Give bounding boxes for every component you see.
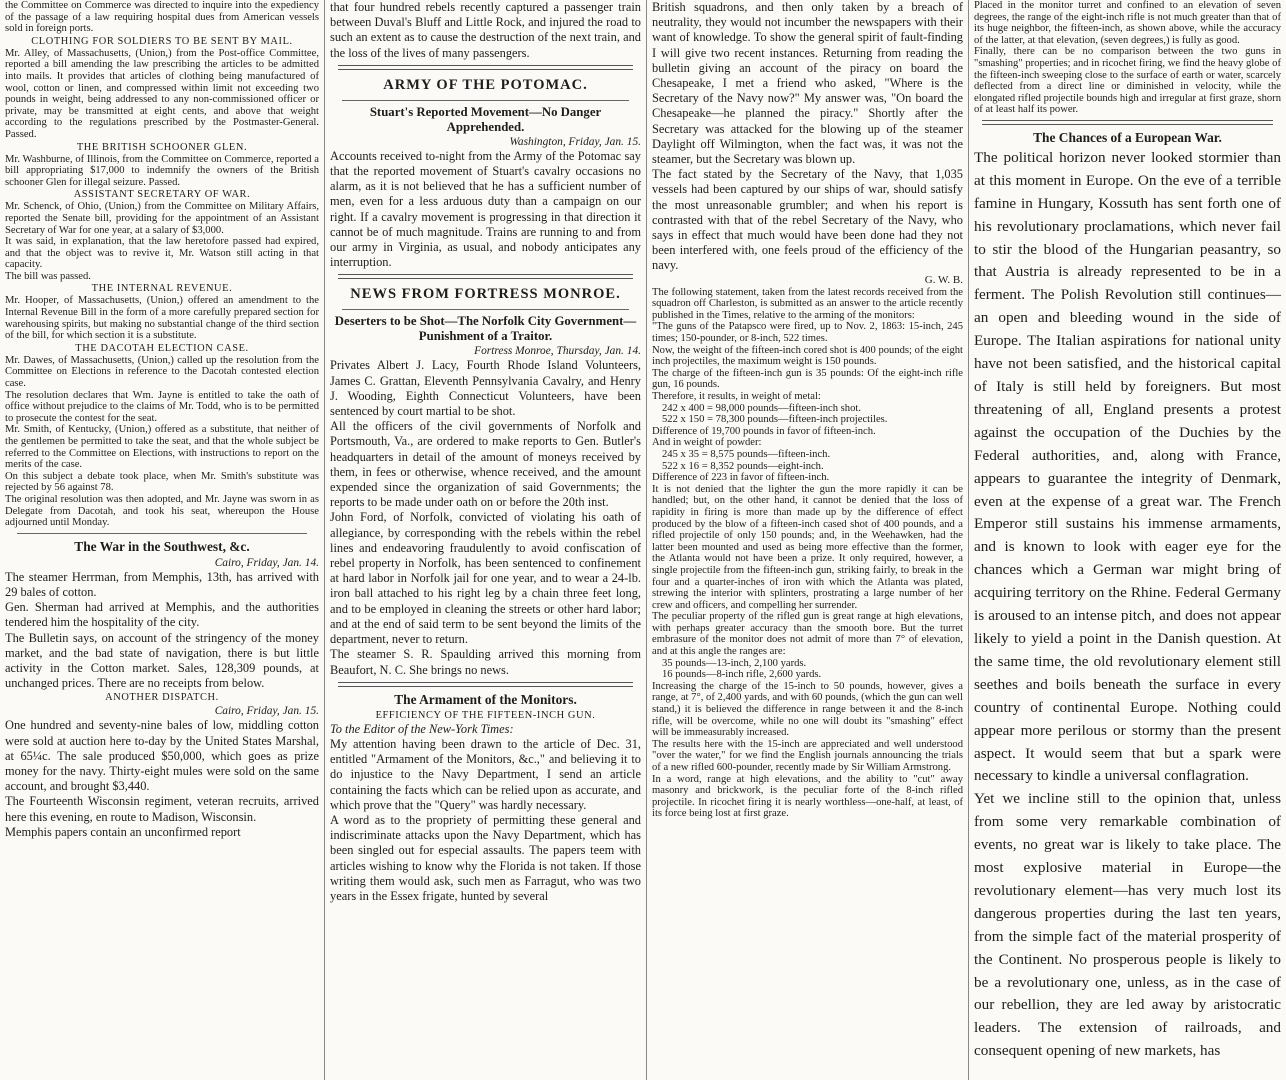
article-subheadline: Deserters to be Shot—The Norfolk City Government—Punishment of a Traitor. (334, 314, 637, 344)
article-subheadline: Stuart's Reported Movement—No Danger Apprehended. (369, 104, 602, 134)
column-4 (969, 0, 1286, 1080)
divider (338, 65, 633, 70)
article-paragraph: On this subject a debate took place, when Mr. Smith's substitute was rejected by 56 against 78. (5, 470, 319, 494)
letter-salutation: To the Editor of the New-York Times: (330, 721, 514, 736)
article-paragraph: The Fourteenth Wisconsin regiment, veteran recruits, arrived here this evening, en route to Madison, Wisconsin. (5, 794, 319, 824)
article-paragraph: Mr. Hooper, of Massachusetts, (Union,) offered an amendment to the Internal Revenue Bill in the form of a more carefully prepared section for warehousing spirits, but making no substantial change of the third section of the bill, for which section it is a substitute. (5, 295, 319, 342)
range-line: 16 pounds—8-inch rifle, 2,600 yards. (662, 669, 822, 681)
calculation-line: 242 x 400 = 98,000 pounds—fifteen-inch shot. (662, 402, 861, 414)
article-paragraph: The steamer S. R. Spaulding arrived this morning from Beaufort, N. C. She brings no news. (330, 647, 641, 677)
article-paragraph: Therefore, it results, in weight of metal: (652, 391, 821, 402)
calculation-line: 522 x 150 = 78,300 pounds—fifteen-inch projectiles. (662, 414, 888, 426)
article-paragraph: Mr. Dawes, of Massachusetts, (Union,) called up the resolution from the Committee on Elections in reference to the Dacotah contested election case. (5, 354, 319, 390)
article-paragraph: And in weight of powder: (652, 437, 762, 449)
column-2 (325, 0, 646, 1080)
calculation-line: 522 x 16 = 8,352 pounds—eight-inch. (662, 460, 824, 472)
article-paragraph: Increasing the charge of the 15-inch to 50 pounds, however, gives a range, at 7°, of 2,400 yards, and with 60 pounds, (which the gun can well stand,) it is believed the difference in range between it and the 8-inch rifle, will be overcome, while no one will doubt its "smashing" effect will be immeasurably increased. (652, 680, 963, 739)
article-paragraph: Privates Albert J. Lacy, Fourth Rhode Island Volunteers, James C. Grattan, Eleventh Pennsylvania Cavalry, and Henry J. Wooding, Eighth Connecticut Volunteers, have been sentenced by court martial to be shot. (330, 358, 641, 419)
article-paragraph: Mr. Schenck, of Ohio, (Union,) from the Committee on Military Affairs, reported the Senate bill, providing for the appointment of an Assistant Secretary of War for one year, at a salary of $3,000. (5, 201, 319, 236)
article-paragraph: Now, the weight of the fifteen-inch cored shot is 400 pounds; of the eight inch projectiles, the maximum weight is 150 pounds. (652, 344, 963, 368)
article-paragraph: Finally, there can be no comparison between the two guns in "smashing" properties; and in ricochet firing, we find the heavy globe of the fifteen-inch sweeping close to the surface of earth or water, scarcely deflected from a direct line or diminished in velocity, while the elongated rifled projectile bounds high and irregular at first graze, shorn of at least half its power. (974, 46, 1281, 116)
article-paragraph: The peculiar property of the rifled gun is great range at high elevations, with perhaps greater accuracy than the smooth bore. But the turret embrasure of the monitor does not admit of more than 7° of elevation, and at this angle the ranges are: (652, 611, 963, 658)
article-paragraph: My attention having been drawn to the article of Dec. 31, entitled "Armament of the Monitors, &c.," and believing it to do injustice to the Navy Department, I send an article containing the facts which can be relied upon as accurate, and which prove that the "Query" was hardly necessary. (330, 736, 641, 812)
author-signature: G. W. B. (924, 273, 963, 286)
article-paragraph: The fact stated by the Secretary of the Navy, that 1,035 vessels had been captured by our ships of war, should satisfy the most unreasonable grumbler; and when his report is contrasted with that of the rebel Secretary of the Navy, who says in effect that much would have been done had they not been interfered with, one feels proud of the efficiency of the navy. (652, 167, 963, 273)
divider (342, 100, 629, 101)
article-paragraph: The resolution declares that Wm. Jayne is entitled to take the oath of office without prejudice to the claims of Mr. Todd, who is to be permitted to prosecute the contest for the seat. (5, 389, 319, 424)
divider (982, 120, 1273, 125)
article-paragraph: Difference of 19,700 pounds in favor of fifteen-inch. (652, 425, 876, 437)
article-paragraph: The Bulletin says, on account of the stringency of the money market, and the bad state of navigation, there is but little activity in the Cotton market. Sales, 128,309 pounds, at unchanged prices. There are no receipts from below. (5, 630, 319, 691)
section-subheading: CLOTHING FOR SOLDIERS TO BE SENT BY MAIL. (31, 35, 293, 47)
article-paragraph: Accounts received to-night from the Army of the Potomac say that the reported movement of Stuart's cavalry occasions no alarm, as it is not believed that he has a sufficient number of men, even for a less arduous duty than a campaign on our right. If a cavalry movement is progressing in that direction it cannot be of much magnitude. Trains are running to and from our army in Virginia, as usual, and nobody anticipates any interruption. (330, 148, 641, 270)
article-paragraph: John Ford, of Norfolk, convicted of violating his oath of allegiance, by corresponding with the rebels within the rebel lines and endeavoring fraudulently to avoid confiscation of rebel property in Norfolk, has been sentenced to confinement at hard labor in Norfolk jail for one year, and to wear a 24-lb. iron ball attached to his right leg by a chain three feet long, and to be employed in cleaning the streets or other hard labor; and at the end of said term to be sent beyond the limits of the department, never to return. (330, 510, 641, 647)
article-paragraph: British squadrons, and then only taken by a breach of neutrality, they would not incumber the newspapers with their want of knowledge. To show the general spirit of fault-finding I will give two recent instances. Returning from reading the bulletin giving an account of the piracy on board the Chesapeake, I met a friend who asked, "Where is the Secretary of the Navy now?" My answer was, "On board the Chesapeake—he planned the piracy." Shortly after the Secretary was attacked for the blowing up of the steamer Daylight off Wilmington, when the fact was, it was not the steamer, but the Secretary was blown up. (652, 0, 963, 167)
divider (17, 533, 307, 534)
article-paragraph: Mr. Alley, of Massachusetts, (Union,) from the Post-office Committee, reported a bill amending the law prescribing the articles to be admitted into mails. It provides that articles of clothing being manufactured of wool, cotton or linen, and compressed within limit not exceeding two pounds in weight, being addressed to any non-commissioned officer or private, may be transmitted at eight cents, and above that weight according to the regulations prescribed by the Postmaster-General. Passed. (5, 47, 319, 140)
article-paragraph: In a word, range at high elevations, and the ability to "cut" away masonry and brickwork, is the peculiar forte of the 8-inch rifled projectile. In ricochet firing it is nearly worthless—one-half, at least, of its force being lost at first graze. (652, 773, 963, 820)
article-paragraph: Placed in the monitor turret and confined to an elevation of seven degrees, the range of the eight-inch rifle is not much greater than that of its huge neighbor, the fifteen-inch, as shown above, while the accuracy of the latter, at that elevation, (seven degrees,) is fully as good. (974, 0, 1281, 46)
article-paragraph: Difference of 223 in favor of fifteen-inch. (652, 472, 830, 484)
section-subheading: ASSISTANT SECRETARY OF WAR. (73, 189, 251, 201)
article-paragraph: Mr. Washburne, of Illinois, from the Committee on Commerce, reported a bill appropriating $17,000 to indemnify the owners of the British schooner Glen for illegal seizure. Passed. (5, 153, 319, 188)
article-paragraph: The following statement, taken from the latest records received from the squadron off Charleston, is submitted as an answer to the article recently published in the Times, relative to the arming of the monitors: (652, 286, 963, 321)
column-1 (0, 0, 324, 1080)
dateline: Washington, Friday, Jan. 15. (509, 135, 641, 148)
article-headline: NEWS FROM FORTRESS MONROE. (350, 286, 621, 303)
section-subheading: THE INTERNAL REVENUE. (91, 283, 233, 295)
divider (338, 274, 633, 279)
article-paragraph: "The guns of the Patapsco were fired, up to Nov. 2, 1863: 15-inch, 245 times; 150-pounder, or 8-inch, 522 times. (652, 321, 963, 345)
dateline: Fortress Monroe, Thursday, Jan. 14. (474, 345, 641, 358)
article-paragraph: One hundred and seventy-nine bales of low, middling cotton were sold at auction here to-day by the United States Marshal, at 65¼c. The sale produced $50,000, which goes as prize money for the navy. Thirty-eight mules were sold on the same account, and brought $3,440. (5, 718, 319, 794)
calculation-line: 245 x 35 = 8,575 pounds—fifteen-inch. (662, 448, 831, 460)
dateline: Cairo, Friday, Jan. 15. (214, 705, 319, 718)
section-subheading: THE DACOTAH ELECTION CASE. (75, 342, 249, 354)
article-paragraph: Yet we incline still to the opinion that, unless from some very remarkable combination of events, no great war is likely to take place. The most explosive material in Europe—the revolutionary element—has very much lost its dangerous properties during the last ten years, from the simple fact of the material prosperity of the Continent. No prosperous people is likely to be a revolutionary one, unless, as in the case of our rebellion, they are led away by aristocratic leaders. The extension of railroads, and consequent opening of new markets, has (974, 790, 1281, 1060)
article-headline: The War in the Southwest, &c. (74, 538, 250, 554)
article-paragraph: The steamer Herrman, from Memphis, 13th, has arrived with 29 bales of cotton. (5, 569, 319, 599)
section-subheading: ANOTHER DISPATCH. (105, 692, 219, 704)
article-paragraph: The political horizon never looked stormier than at this moment in Europe. On the eve of a terrible famine in Hungary, Kossuth has sent forth one of his revolutionary proclamations, which never fail to stir the blood of the Hungarian peasantry, so that Austria is already represented to be in a ferment. The Polish Revolution still continues—an open and bleeding wound in the side of Europe. The Italian aspirations for national unity have not been satisfied, and the historical capital of Italy is still held by foreigners. But most threatening of all, England presents a protest against the occupation of the Duchies by the Federal authorities, and, along with France, appears to guarantee the integrity of Denmark, even at the expense of a great war. The French Emperor still sustains his immense armaments, and is known to look with eager eye for the chances which a German war might bring of acquiring territory on the Rhine. Federal Germany is aroused to an intense pitch, and does not appear likely to yield a point in the Danish question. At the same time, the old revolutionary element still seethes and boils beneath the surface in every country of continental Europe. Nothing could appear more perilous or stormy than the present aspect. It would seem that but a spark were necessary to kindle a universal conflagration. (974, 148, 1281, 785)
section-subheading: EFFICIENCY OF THE FIFTEEN-INCH GUN. (375, 709, 596, 721)
article-paragraph: that four hundred rebels recently captured a passenger train between Duval's Bluff and Little Rock, and injured the road to such an extent as to cause the destruction of the next train, and the loss of the lives of many passengers. (330, 0, 641, 60)
article-headline: The Chances of a European War. (1033, 129, 1222, 145)
article-paragraph: Mr. Smith, of Kentucky, (Union,) offered as a substitute, that neither of the gentlemen be permitted to take the seat, and that the whole subject be referred to the Committee on Elections, with instructions to report on the merits of the case. (5, 424, 319, 471)
dateline: Cairo, Friday, Jan. 14. (214, 556, 319, 569)
article-headline: ARMY OF THE POTOMAC. (383, 76, 588, 93)
article-paragraph: A word as to the propriety of permitting these general and indiscriminate attacks upon the Navy Department, which has been singled out for especial assaults. The papers teem with articles wishing to know why the Florida is not taken. If those writing them would ask, such men as Farragut, who was two years in the Essex frigate, hunted by several (330, 812, 641, 903)
section-subheading: THE BRITISH SCHOONER GLEN. (76, 141, 248, 153)
divider (338, 682, 633, 687)
article-paragraph: The original resolution was then adopted, and Mr. Jayne was sworn in as Delegate from Dacotah, and took his seat, whereupon the House adjourned until Monday. (5, 493, 319, 529)
article-paragraph: The results here with the 15-inch are appreciated and well understood "over the water," for we find the English journals announcing the trials of a new rifled 600-pounder, recently made by Sir William Armstrong. (652, 738, 963, 773)
article-paragraph: The charge of the fifteen-inch gun is 35 pounds: Of the eight-inch rifle gun, 16 pounds. (652, 367, 963, 391)
article-paragraph: All the officers of the civil governments of Norfolk and Portsmouth, Va., are ordered to make reports to Gen. Butler's headquarters in detail of the amount of moneys received by them, in fees or otherwise, whence received, and the amount expended since the organization of said Governments; the reports to be made under oath on or before the 20th inst. (330, 419, 641, 510)
divider (342, 309, 629, 310)
article-paragraph: It was said, in explanation, that the law heretofore passed had expired, and that the object was to revive it, Mr. Watson still acting in that capacity. (5, 236, 319, 271)
article-paragraph: Gen. Sherman had arrived at Memphis, and the authorities tendered him the hospitality of the city. (5, 600, 319, 630)
column-3 (647, 0, 968, 1080)
range-line: 35 pounds—13-inch, 2,100 yards. (662, 657, 807, 669)
article-paragraph: The bill was passed. (5, 270, 91, 282)
article-paragraph: the Committee on Commerce was directed to inquire into the expediency of the passage of a law requiring hospital dues from American vessels sold in foreign ports. (5, 0, 319, 35)
article-paragraph: Memphis papers contain an unconfirmed report (5, 824, 241, 839)
article-headline: The Armament of the Monitors. (394, 691, 577, 707)
article-paragraph: It is not denied that the lighter the gun the more rapidly it can be handled; but, on the other hand, it cannot be denied that the loss of rapidity in firing is more than made up by the difference of effect produced by the blow of a fifteen-inch cased shot of 400 pounds, and a rifled projectile of only 150 pounds; and, in the Weehawken, had the latter been mounted and used as being more effective than the former, the Atlanta would not have been a prize. It only required, however, a single projectile from the fifteen-inch gun, striking fairly, to break in the four and a quarter-inches of iron with which the Atlanta was plated, strewing the interior with splinters, prostrating a large number of her crew and officers, and compelling her surrender. (652, 483, 963, 611)
